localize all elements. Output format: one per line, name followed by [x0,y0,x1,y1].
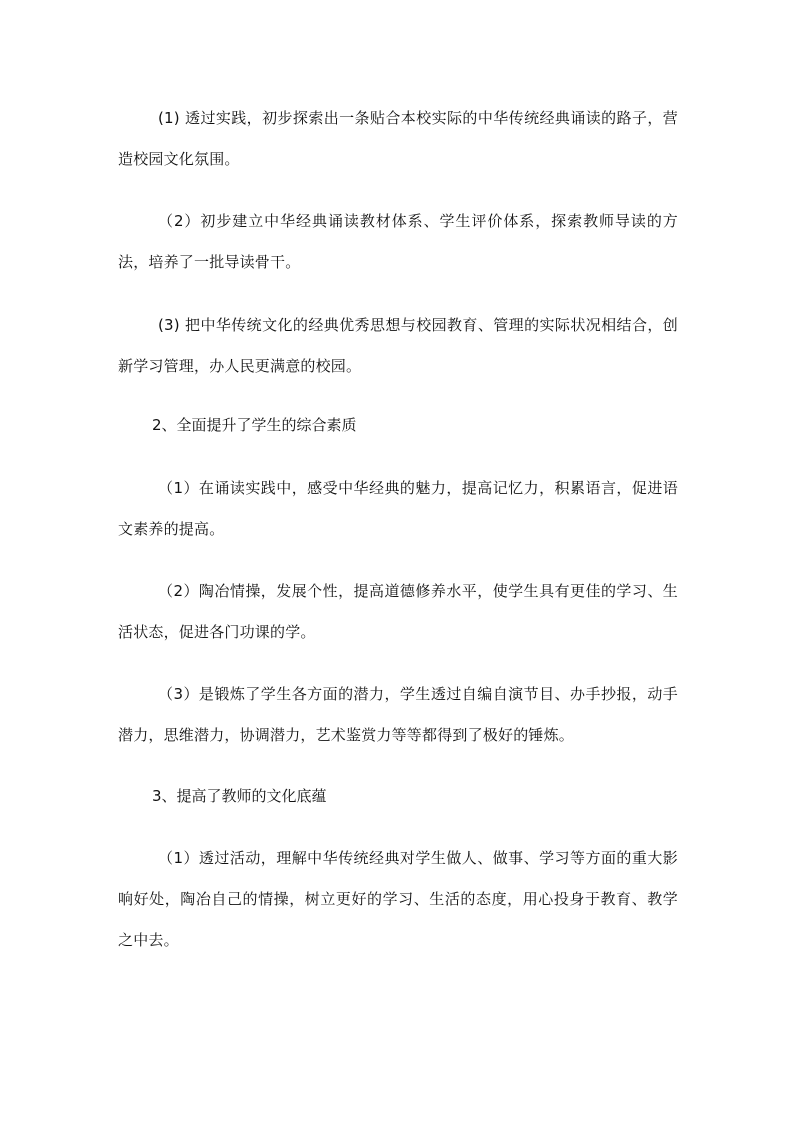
paragraph-2-1: （1）在诵读实践中，感受中华经典的魅力，提高记忆力，积累语言，促进语文素养的提高。 [118,479,678,538]
paragraph-1-2: （2）初步建立中华经典诵读教材体系、学生评价体系，探索教师导读的方法，培养了一批导读骨干。 [118,212,678,271]
paragraph-1-1: (1) 透过实践，初步探索出一条贴合本校实际的中华传统经典诵读的路子，营造校园文化氛围。 [118,109,678,168]
section-2-heading: 2、全面提升了学生的综合素质 [152,416,357,434]
paragraph-3-1: （1）透过活动，理解中华传统经典对学生做人、做事、学习等方面的重大影响好处，陶冶自己的情操，树立更好的学习、生活的态度，用心投身于教育、教学之中去。 [118,849,678,949]
paragraph-2-3: （3）是锻炼了学生各方面的潜力，学生透过自编自演节目、办手抄报，动手潜力，思维潜力，协调潜力，艺术鉴赏力等等都得到了极好的锤炼。 [118,685,678,744]
section-3-heading: 3、提高了教师的文化底蕴 [152,787,327,805]
paragraph-1-3: (3) 把中华传统文化的经典优秀思想与校园教育、管理的实际状况相结合，创新学习管理，办人民更满意的校园。 [118,316,678,375]
paragraph-2-2: （2）陶冶情操，发展个性，提高道德修养水平，使学生具有更佳的学习、生活状态，促进各门功课的学。 [118,582,678,641]
